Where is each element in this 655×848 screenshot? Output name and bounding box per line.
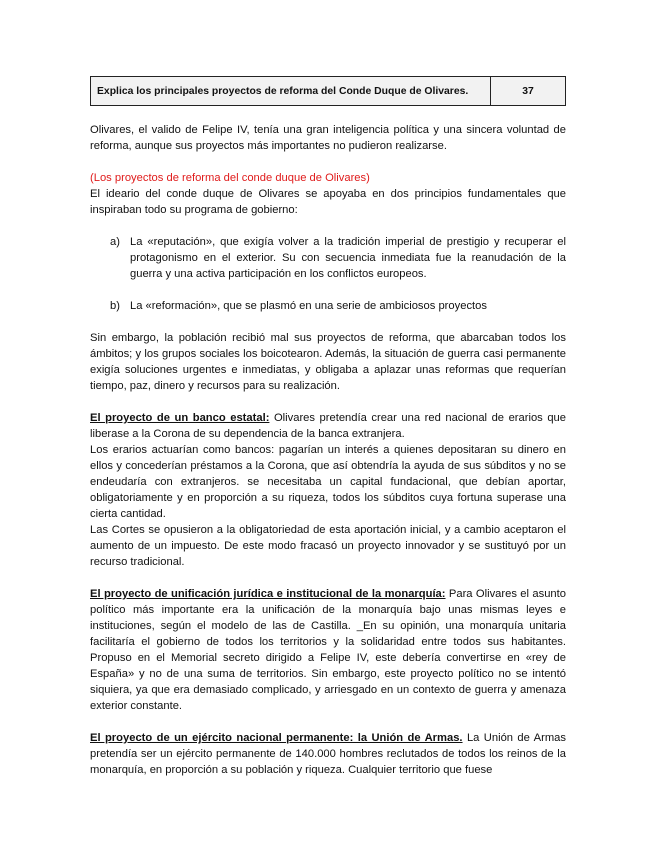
- document-body: [90, 122, 566, 778]
- unificacion-text: Para Olivares el asunto político más importante era la unificación de la monarquía bajo unas mismas leyes e instituciones, según el modelo de las de Castilla. _En su opinión, una monarquía unitaria facilitaría el gobierno de todos los territorios y la solidaridad entre todos sus habitantes. Propuso en el Memorial secreto dirigido a Felipe IV, este debería convertirse en «rey de España» y no de una suma de territorios. Sin embargo, este proyecto político no se intentó siquiera, ya que era demasiado complicado, y arriesgado en un contexto de guerra y amenaza exterior constante.: [90, 588, 566, 712]
- question-header-table: [90, 76, 566, 106]
- banco-paragraph-2: Los erarios actuarían como bancos: pagarían un interés a quienes depositaran su dinero en ellos y concederían préstamos a la Corona, que así obtendría la ayuda de sus súbditos y no se endeudaría con extranjeros. se necesitaba un capital fundacional, que debían aportar, obligatoriamente y en proporción a su riqueza, todos los súbditos cuya fortuna superase una cierta cantidad.: [90, 444, 566, 520]
- principle-text: La «reputación», que exigía volver a la tradición imperial de prestigio y recuperar el protagonismo en el exterior. Su con secuencia inmediata fue la reanudación de la guerra y una activa participación en los conflictos europeos.: [130, 236, 566, 280]
- banco-paragraph-3: Las Cortes se opusieron a la obligatoriedad de esta aportación inicial, y a cambio aceptaron el aumento de un impuesto. De este modo fracasó un proyecto innovador y se sustituyó por un recurso tradicional.: [90, 524, 566, 568]
- banco-paragraph: [90, 410, 566, 442]
- banco-text: Olivares pretendía crear una red nacional de erarios que liberase a la Corona de su dependencia de la banca extranjera.: [90, 412, 566, 440]
- principle-text: La «reformación», que se plasmó en una serie de ambiciosos proyectos: [130, 300, 487, 312]
- intro-paragraph: Olivares, el valido de Felipe IV, tenía una gran inteligencia política y una sincera voluntad de reforma, aunque sus proyectos más importantes no pudieron realizarse.: [90, 124, 566, 152]
- unificacion-paragraph: [90, 586, 566, 714]
- principle-item-b: [110, 298, 566, 314]
- question-number: 37: [491, 77, 566, 106]
- banco-title: El proyecto de un banco estatal:: [90, 412, 270, 424]
- sin-embargo-paragraph: Sin embargo, la población recibió mal sus proyectos de reforma, que abarcaban todos los ámbitos; y los grupos sociales los boicotearon. Además, la situación de guerra casi permanente exigía soluciones urgentes e inmediatas, y obligaba a aplazar unas reformas que requerían tiempo, paz, dinero y recursos para su realización.: [90, 332, 566, 392]
- ideario-paragraph: El ideario del conde duque de Olivares se apoyaba en dos principios fundamentales que inspiraban todo su programa de gobierno:: [90, 188, 566, 216]
- ejercito-text: La Unión de Armas pretendía ser un ejército permanente de 140.000 hombres reclutados de todos los reinos de la monarquía, en proporción a su población y riqueza. Cualquier territorio que fuese: [90, 732, 566, 776]
- unificacion-title: El proyecto de unificación jurídica e institucional de la monarquía:: [90, 588, 446, 600]
- principle-item-a: [110, 234, 566, 282]
- ejercito-paragraph: [90, 730, 566, 778]
- section-heading: (Los proyectos de reforma del conde duque de Olivares): [90, 172, 370, 184]
- list-marker: a): [110, 236, 120, 248]
- question-title: Explica los principales proyectos de reforma del Conde Duque de Olivares.: [91, 77, 491, 106]
- ejercito-title: El proyecto de un ejército nacional permanente: la Unión de Armas.: [90, 732, 463, 744]
- list-marker: b): [110, 300, 120, 312]
